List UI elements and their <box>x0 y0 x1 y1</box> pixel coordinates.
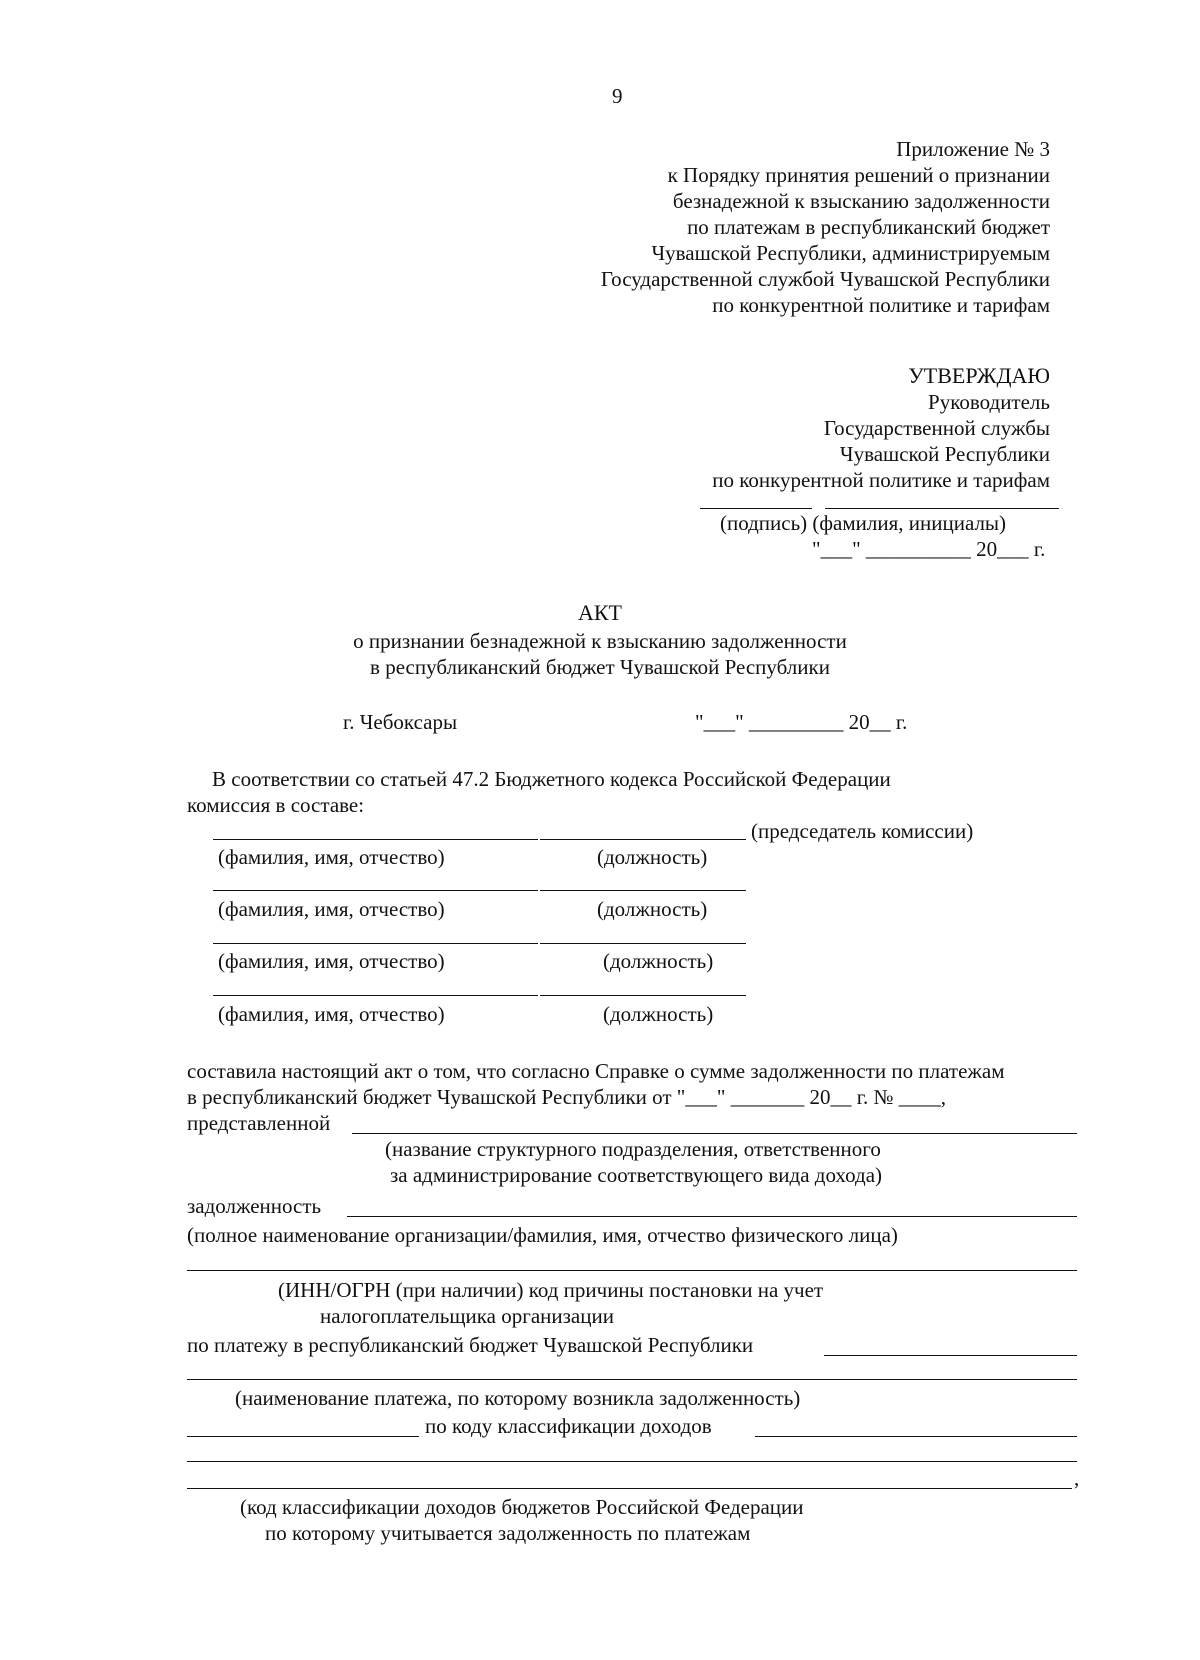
appendix-line: Приложение № 3 <box>896 137 1050 161</box>
member-position-caption: (должность) <box>603 1002 714 1026</box>
act-title: АКТ <box>578 600 622 625</box>
appendix-line: по платежам в республиканский бюджет <box>687 215 1050 239</box>
approval-line: Чувашской Республики <box>839 442 1050 466</box>
appendix-line: безнадежной к взысканию задолженности <box>672 189 1050 213</box>
presented-line[interactable] <box>352 1133 1077 1134</box>
payment-extra-line[interactable] <box>187 1379 1077 1380</box>
chairman-fio-line[interactable] <box>213 839 538 840</box>
member-position-caption: (должность) <box>603 949 714 973</box>
member-position-line[interactable] <box>540 943 746 944</box>
appendix-line: по конкурентной политике и тарифам <box>712 293 1050 317</box>
member-position-caption: (должность) <box>597 897 708 921</box>
code-caption: по которому учитывается задолженность по платежам <box>265 1521 751 1545</box>
member-fio-caption: (фамилия, имя, отчество) <box>218 949 445 973</box>
payment-caption: (наименование платежа, по которому возникла задолженность) <box>235 1386 801 1410</box>
classification-extra-line[interactable] <box>187 1461 1077 1462</box>
member-fio-line[interactable] <box>213 943 538 944</box>
signature-caption: (подпись) (фамилия, инициалы) <box>720 511 1007 535</box>
member-position-line[interactable] <box>540 890 746 891</box>
payment-line[interactable] <box>824 1355 1077 1356</box>
member-fio-line[interactable] <box>213 995 538 996</box>
approval-date: "___" __________ 20___ г. <box>812 537 1046 561</box>
chairman-label: (председатель комиссии) <box>751 819 974 843</box>
code-caption: (код классификации доходов бюджетов Российской Федерации <box>240 1495 804 1519</box>
member-position-caption: (должность) <box>597 845 708 869</box>
classification-extra-line[interactable] <box>187 1488 1072 1489</box>
debtor-caption: (полное наименование организации/фамилия, имя, отчество физического лица) <box>187 1223 898 1247</box>
intro-text: комиссия в составе: <box>187 793 365 817</box>
approval-heading: УТВЕРЖДАЮ <box>908 363 1050 388</box>
act-subtitle: в республиканский бюджет Чувашской Республики <box>370 655 830 679</box>
debt-line[interactable] <box>347 1216 1077 1217</box>
member-position-line[interactable] <box>540 995 746 996</box>
member-fio-caption: (фамилия, имя, отчество) <box>218 897 445 921</box>
appendix-line: к Порядку принятия решений о признании <box>667 163 1050 187</box>
classification-line[interactable] <box>755 1436 1077 1437</box>
approval-line: по конкурентной политике и тарифам <box>712 468 1050 492</box>
appendix-line: Чувашской Республики, администрируемым <box>651 241 1050 265</box>
signature-line[interactable] <box>700 508 812 509</box>
inn-caption: налогоплательщика организации <box>320 1304 614 1328</box>
member-fio-line[interactable] <box>213 890 538 891</box>
act-subtitle: о признании безнадежной к взысканию задолженности <box>353 629 847 653</box>
debtor-extra-line[interactable] <box>187 1270 1077 1271</box>
approval-line: Руководитель <box>928 390 1050 414</box>
member-fio-caption: (фамилия, имя, отчество) <box>218 1002 445 1026</box>
city: г. Чебоксары <box>343 710 458 734</box>
inn-caption: (ИНН/ОГРН (при наличии) код причины постановки на учет <box>278 1278 824 1302</box>
classification-prefix-line[interactable] <box>187 1436 419 1437</box>
division-caption: за администрирование соответствующего вида дохода) <box>390 1163 883 1187</box>
comma: , <box>1074 1466 1080 1490</box>
payment-label: по платежу в республиканский бюджет Чувашской Республики <box>187 1333 754 1357</box>
page-number: 9 <box>612 84 623 108</box>
debt-label: задолженность <box>187 1194 322 1218</box>
act-date: "___" _________ 20__ г. <box>695 710 908 734</box>
appendix-line: Государственной службой Чувашской Республики <box>600 267 1050 291</box>
chairman-position-line[interactable] <box>540 839 746 840</box>
body-text: в республиканский бюджет Чувашской Республики от "___" _______ 20__ г. № ____, <box>187 1085 946 1109</box>
name-initials-line[interactable] <box>825 508 1059 509</box>
approval-line: Государственной службы <box>823 416 1050 440</box>
division-caption: (название структурного подразделения, ответственного <box>385 1137 881 1161</box>
member-fio-caption: (фамилия, имя, отчество) <box>218 845 445 869</box>
presented-label: представленной <box>187 1111 331 1135</box>
intro-text: В соответствии со статьей 47.2 Бюджетного кодекса Российской Федерации <box>212 767 891 791</box>
body-text: составила настоящий акт о том, что согласно Справке о сумме задолженности по платежам <box>187 1059 1005 1083</box>
classification-label: по коду классификации доходов <box>425 1414 712 1438</box>
